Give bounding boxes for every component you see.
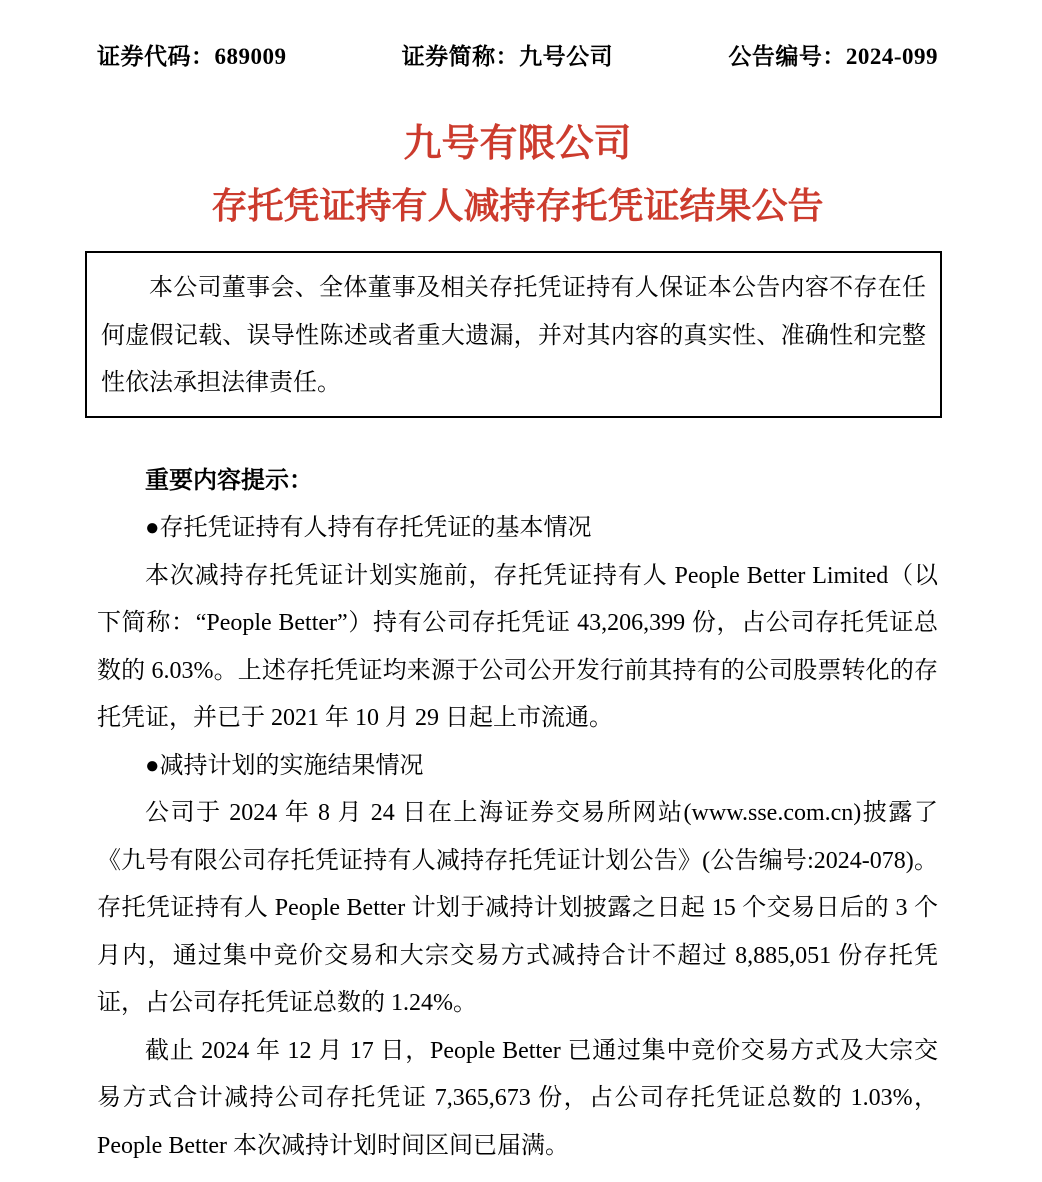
paragraph-plan-disclosure: 公司于 2024 年 8 月 24 日在上海证券交易所网站(www.sse.com.cn)披露了《九号有限公司存托凭证持有人减持存托凭证计划公告》(公告编号:2024-078)。存托凭证持有人 People Better 计划于减持计划披露之日起 15 个交易日后的 3 个月内，通过集中竞价交易和大宗交易方式减持合计不超过 8,885,051 份存托凭证，占公司存托凭证总数的 1.24%。 bbox=[97, 800, 938, 1016]
security-code: 证券代码：689009 bbox=[97, 44, 287, 69]
company-title: 九号有限公司 bbox=[403, 123, 632, 165]
document-header bbox=[97, 38, 938, 71]
disclaimer-box bbox=[85, 251, 942, 418]
disclaimer-text: 本公司董事会、全体董事及相关存托凭证持有人保证本公告内容不存在任何虚假记载、误导性陈述或者重大遗漏，并对其内容的真实性、准确性和完整性依法承担法律责任。 bbox=[101, 275, 926, 396]
document-body bbox=[97, 458, 938, 1171]
important-notice-heading: 重要内容提示： bbox=[145, 467, 313, 494]
announcement-number: 公告编号：2024-099 bbox=[728, 44, 938, 69]
bullet-plan-result: ●减持计划的实施结果情况 bbox=[145, 752, 424, 779]
paragraph-plan-result: 截止 2024 年 12 月 17 日，People Better 已通过集中竞价交易方式及大宗交易方式合计减持公司存托凭证 7,365,673 份，占公司存托凭证总数的 1.03%，People Better 本次减持计划时间区间已届满。 bbox=[97, 1037, 938, 1159]
bullet-holder-basic-info: ●存托凭证持有人持有存托凭证的基本情况 bbox=[145, 515, 592, 541]
announcement-title: 存托凭证持有人减持存托凭证结果公告 bbox=[211, 186, 824, 226]
paragraph-holding-before-plan: 本次减持存托凭证计划实施前，存托凭证持有人 People Better Limited（以下简称：“People Better”）持有公司存托凭证 43,206,399 份，占公司存托凭证总数的 6.03%。上述存托凭证均来源于公司公开发行前其持有的公司股票转化的存托凭证，并已于 2021 年 10 月 29 日起上市流通。 bbox=[97, 562, 938, 731]
security-name: 证券简称：九号公司 bbox=[401, 44, 614, 69]
